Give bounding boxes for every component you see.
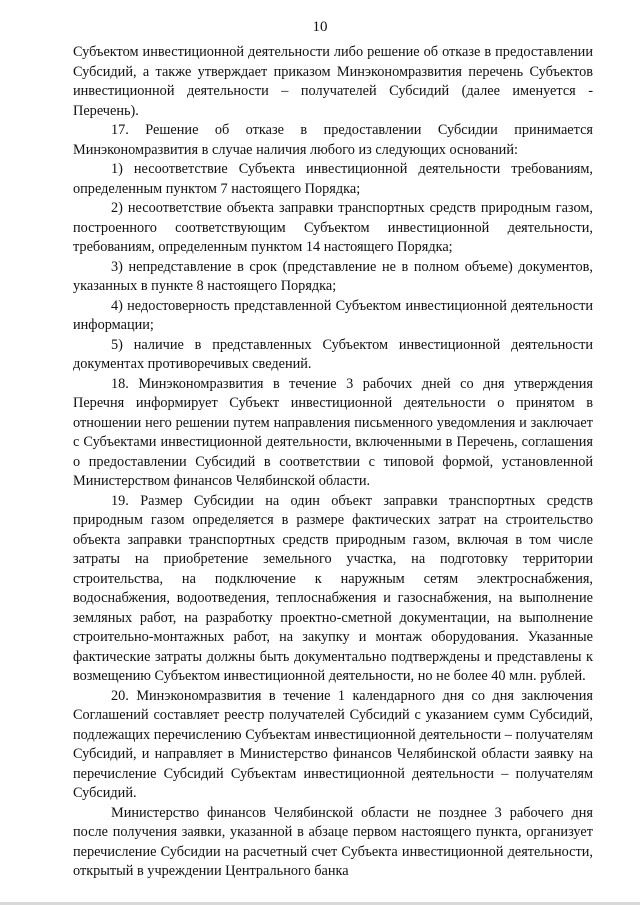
list-item-4: 4) недостоверность представленной Субъектом инвестиционной деятельности информации;	[73, 297, 593, 333]
list-item-2: 2) несоответствие объекта заправки транспортных средств природным газом, построенного соответствующим Субъектом инвестиционной деятельности, требованиям, определенным пунктом 14 настоящего Порядка;	[73, 200, 593, 255]
page-number: 10	[312, 19, 328, 35]
document-text	[73, 43, 593, 882]
list-item-3: 3) непредставление в срок (представление не в полном объеме) документов, указанных в пункте 8 настоящего Порядка;	[73, 258, 593, 294]
paragraph-20: 20. Минэкономразвития в течение 1 календарного дня со дня заключения Соглашений составляет реестр получателей Субсидий с указанием сумм Субсидий, подлежащих перечислению Субъектам инвестиционной деятельности – получателям Субсидий, и направляет в Министерство финансов Челябинской области заявку на перечисление Субсидий Субъектам инвестиционной деятельности – получателям Субсидий.	[73, 687, 593, 801]
paragraph-17: 17. Решение об отказе в предоставлении Субсидии принимается Минэкономразвития в случае наличия любого из следующих оснований:	[73, 122, 593, 158]
paragraph-continuation: Субъектом инвестиционной деятельности либо решение об отказе в предоставлении Субсидий, а также утверждает приказом Минэкономразвития перечень Субъектов инвестиционной деятельности – получателей Субсидий (далее именуется - Перечень).	[73, 44, 593, 119]
paragraph-18: 18. Минэкономразвития в течение 3 рабочих дней со дня утверждения Перечня информирует Субъект инвестиционной деятельности о принятом в отношении него решении путем направления письменного уведомления и заключает с Субъектами инвестиционной деятельности, включенными в Перечень, соглашения о предоставлении Субсидий в соответствии с типовой формой, установленной Министерством финансов Челябинской области.	[73, 375, 593, 489]
paragraph-20-second: Министерство финансов Челябинской области не позднее 3 рабочего дня после получения заявки, указанной в абзаце первом настоящего пункта, организует перечисление Субсидии на расчетный счет Субъекта инвестиционной деятельности, открытый в учреждении Центрального банка	[73, 804, 593, 879]
list-item-5: 5) наличие в представленных Субъектом инвестиционной деятельности документах противоречивых сведений.	[73, 336, 593, 372]
list-item-1: 1) несоответствие Субъекта инвестиционной деятельности требованиям, определенным пунктом 7 настоящего Порядка;	[73, 161, 593, 197]
paragraph-19: 19. Размер Субсидии на один объект заправки транспортных средств природным газом определяется в размере фактических затрат на строительство объекта заправки транспортных средств природным газом, включая в том числе затраты на приобретение земельного участка, на подготовку территории строительства, на подключение к наружным сетям электроснабжения, водоснабжения, водоотведения, теплоснабжения и газоснабжения, на выполнение земляных работ, на разработку проектно-сметной документации, на выполнение строительно-монтажных работ, на закупку и монтаж оборудования. Указанные фактические затраты должны быть документально подтверждены и представлены к возмещению Субъектом инвестиционной деятельности, но не более 40 млн. рублей.	[73, 492, 593, 684]
